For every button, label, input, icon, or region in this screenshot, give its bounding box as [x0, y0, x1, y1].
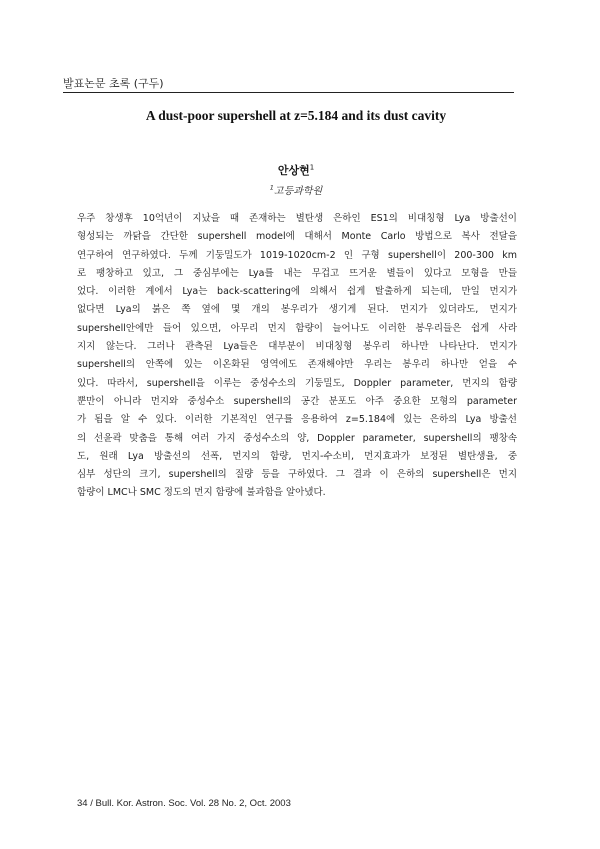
abstract-line: 었다. 이러한 계에서 Lya는 back-scattering에 의해서 쉽게 탈출하게 되는데, 만일 먼지가: [77, 286, 517, 298]
abstract-line: 없다면 Lya의 붉은 쪽 옆에 몇 개의 봉우리가 생기게 된다. 먼지가 있더라도, 먼지가: [77, 304, 517, 316]
abstract-line: 의 선윤곽 맞춤을 통해 여러 가지 중성수소의 양, Doppler parameter, supershell의 팽창속: [77, 432, 517, 444]
header-rule: [63, 92, 514, 93]
paper-title: A dust-poor supershell at z=5.184 and its dust cavity: [145, 108, 447, 123]
page-footer-citation: 34 / Bull. Kor. Astron. Soc. Vol. 28 No. 2, Oct. 2003: [77, 798, 291, 809]
abstract-line: 가 됨을 알 수 있다. 이러한 기본적인 연구를 응용하여 z=5.184에 있는 은하의 Lya 방출선: [77, 414, 517, 426]
author: [63, 162, 529, 178]
section-label: 발표논문 초록 (구두): [63, 77, 164, 90]
abstract-line: 형성되는 까닭을 간단한 supershell model에 대해서 Monte Carlo 방법으로 복사 전달을: [77, 231, 517, 243]
abstract-line: supershell의 안쪽에 있는 이온화된 영역에도 존재해야만 우리는 봉우리 하나만 얻을 수: [77, 359, 517, 371]
abstract-line: 지지 않는다. 그러나 관측된 Lya들은 대부분이 비대칭형 봉우리 하나만 나타난다. 먼지가: [77, 341, 517, 353]
author-name: 안상현: [277, 164, 310, 177]
affiliation-name: 고등과학원: [273, 186, 323, 197]
abstract-line: 뿐만이 아니라 먼지와 중성수소 supershell의 공간 분포도 아주 중요한 모형의 parameter: [77, 395, 517, 407]
abstract-body: [77, 210, 517, 503]
abstract-line: 함량이 LMC나 SMC 정도의 먼지 함량에 불과함을 알아냈다.: [77, 487, 326, 499]
abstract-line: supershell안에만 들어 있으면, 아무리 먼지 함량이 늘어나도 이러한 봉우리들은 쉽게 사라: [77, 322, 517, 334]
abstract-line: 도, 원래 Lya 방출선의 선폭, 먼지의 함량, 먼지-수소비, 먼지효과가 보정된 별탄생율, 중: [77, 450, 517, 462]
abstract-line: 심부 성단의 크기, supershell의 질량 등을 구하였다. 그 결과 이 은하의 supershell은 먼지: [77, 469, 517, 481]
abstract-line: 로 팽창하고 있고, 그 중심부에는 Lya를 내는 무겁고 뜨거운 별들이 있다고 모형을 만들: [77, 267, 517, 279]
author-affiliation-marker: 1: [309, 163, 315, 172]
abstract-line: 있다. 따라서, supershell을 이루는 중성수소의 기둥밀도, Doppler parameter, 먼지의 함량: [77, 377, 517, 389]
abstract-line: 연구하여 연구하였다. 두께 기둥밀도가 1019-1020cm-2 인 구형 supershell이 200-300 km: [77, 249, 517, 261]
abstract-line: 우주 창생후 10억년이 지났을 때 존재하는 별탄생 은하인 ES1의 비대칭형 Lya 방출선이: [77, 213, 517, 224]
affiliation-marker: 1: [269, 183, 274, 192]
affiliation: [63, 182, 529, 197]
